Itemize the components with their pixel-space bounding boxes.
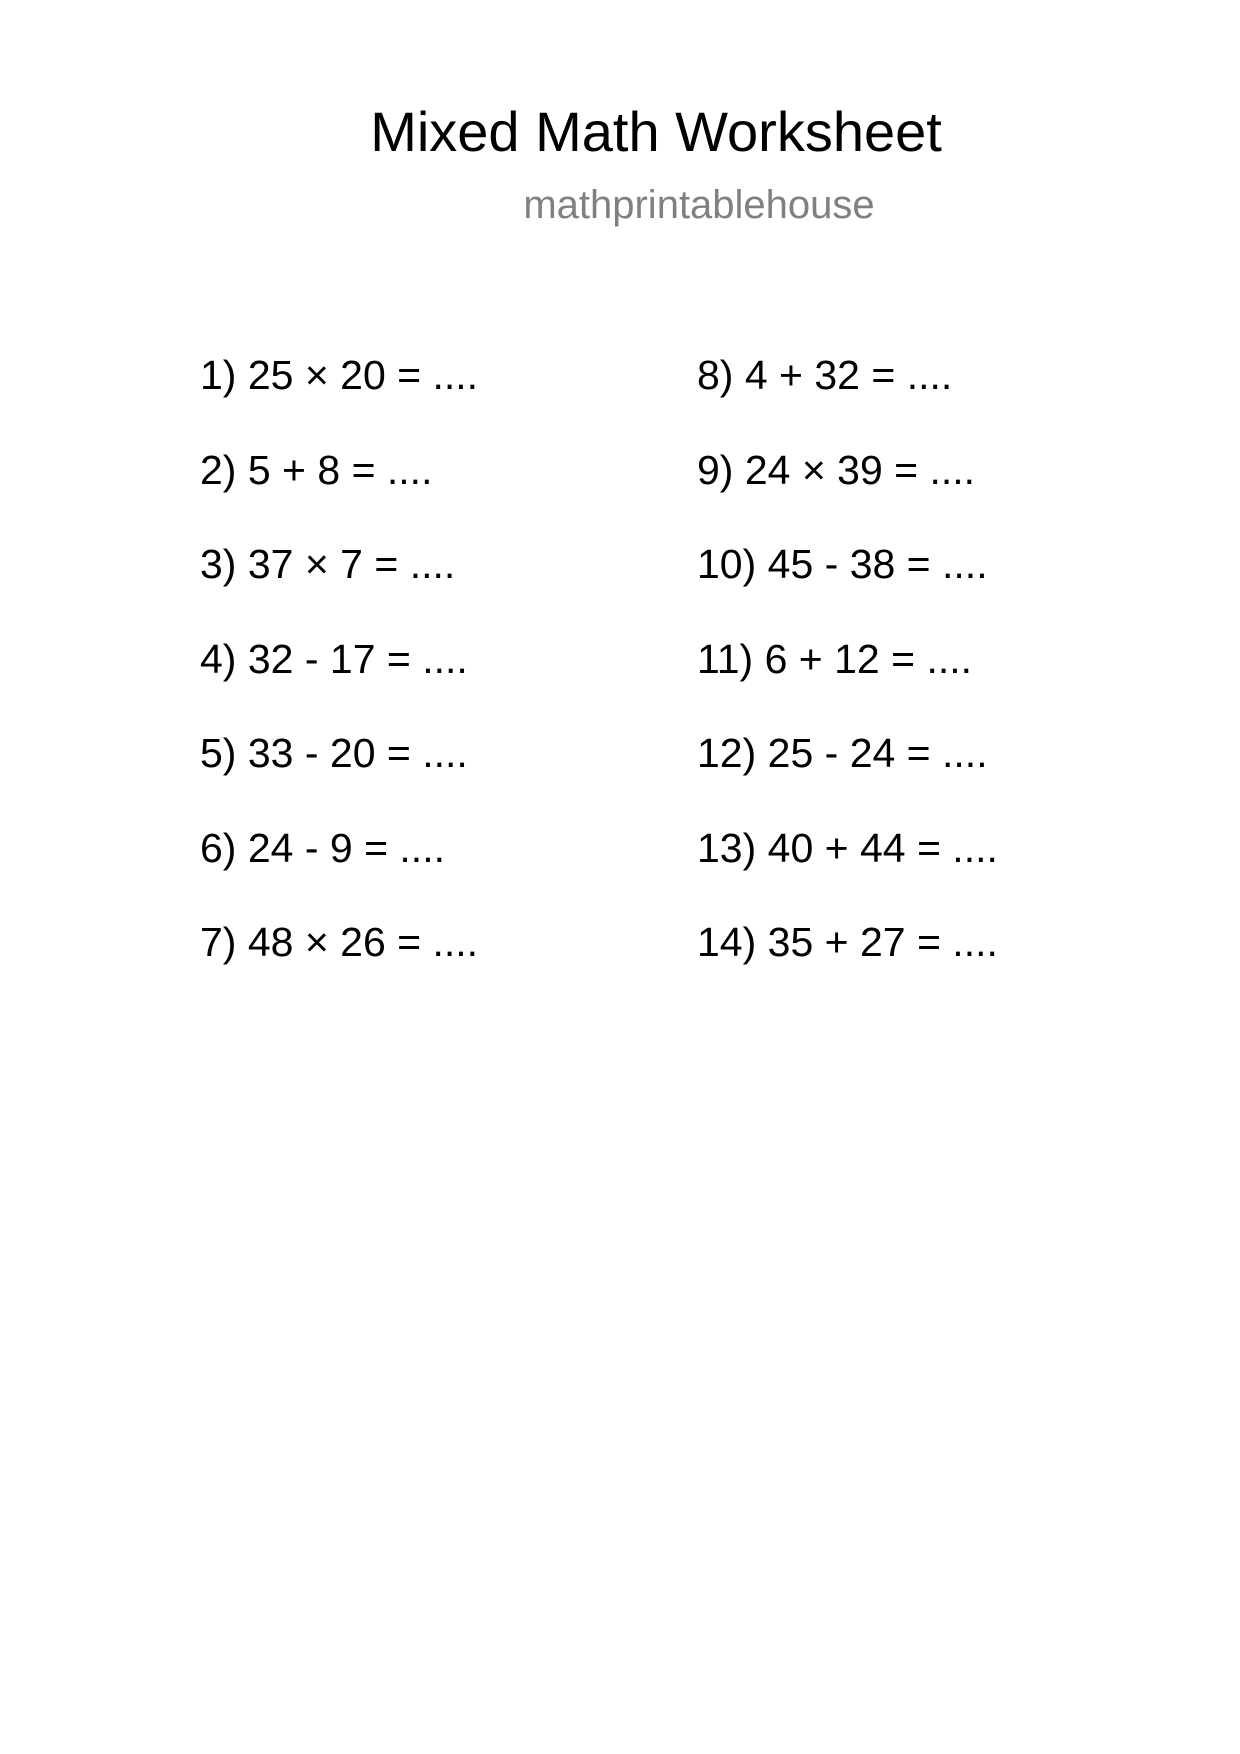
worksheet-title: Mixed Math Worksheet: [370, 100, 942, 163]
problem-13: 13) 40 + 44 = ....: [697, 824, 998, 871]
problem-14: 14) 35 + 27 = ....: [697, 919, 998, 965]
problem-11: 11) 6 + 12 = ....: [697, 635, 973, 682]
problem-9: 9) 24 × 39 = ....: [697, 446, 976, 493]
problem-7: 7) 48 × 26 = ....: [200, 919, 479, 965]
problems-left-column: [200, 345, 478, 1007]
worksheet-subtitle: mathprintablehouse: [523, 183, 875, 227]
problem-10: 10) 45 - 38 = ....: [697, 541, 988, 587]
problem-8: 8) 4 + 32 = ....: [697, 352, 953, 398]
problem-5: 5) 33 - 20 = ....: [200, 730, 468, 776]
problem-12: 12) 25 - 24 = ....: [697, 730, 988, 776]
problems-right-column: [697, 345, 998, 1007]
problem-3: 3) 37 × 7 = ....: [200, 541, 456, 587]
problem-4: 4) 32 - 17 = ....: [200, 635, 468, 682]
problem-6: 6) 24 - 9 = ....: [200, 824, 445, 871]
problem-1: 1) 25 × 20 = ....: [200, 352, 479, 398]
problem-2: 2) 5 + 8 = ....: [200, 446, 433, 493]
